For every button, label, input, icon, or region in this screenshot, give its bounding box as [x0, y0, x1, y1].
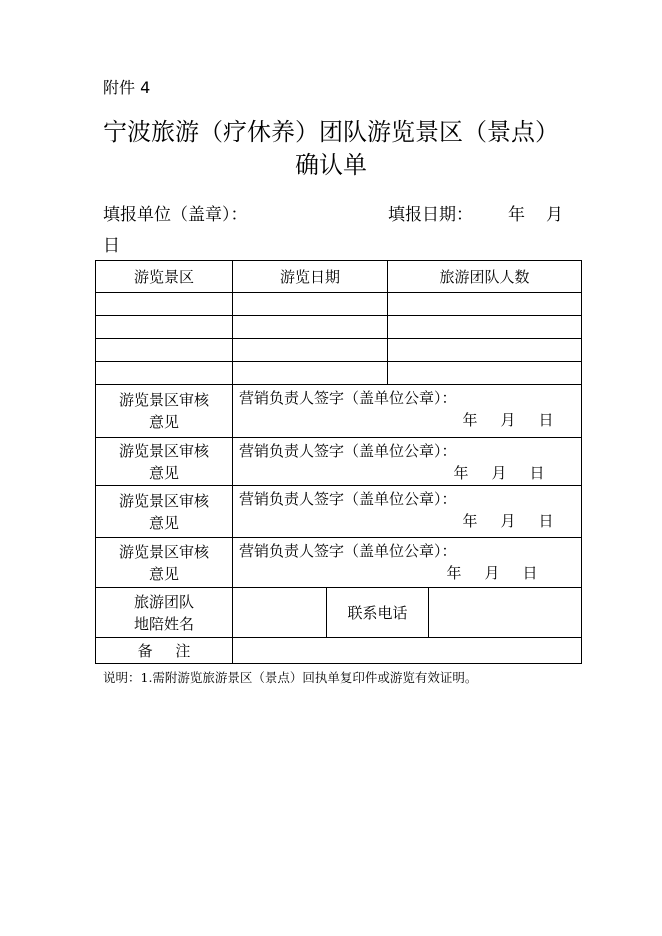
confirmation-table [95, 260, 582, 664]
scenic-spot-cell [96, 339, 233, 362]
date-day: 日 [529, 464, 545, 482]
review-label [96, 538, 233, 588]
group-size-cell [388, 362, 582, 385]
review-label [96, 438, 233, 486]
remarks-row [96, 638, 582, 664]
header-scenic-spot: 游览景区 [96, 261, 233, 293]
table-row [96, 339, 582, 362]
date-day: 日 [522, 564, 538, 582]
fill-date-day: 日 [103, 236, 120, 256]
review-signature-cell [233, 385, 582, 438]
visit-date-cell [233, 293, 388, 316]
attachment-label: 附件 4 [103, 78, 151, 97]
date-year: 年 [462, 411, 478, 429]
guide-label [96, 588, 233, 638]
fill-date-label: 填报日期： [388, 205, 473, 225]
remarks-cell [233, 638, 582, 664]
review-signature-cell [233, 438, 582, 486]
review-label-line1: 游览景区审核 [118, 491, 209, 510]
date-month: 月 [484, 564, 500, 582]
date-day: 日 [538, 512, 554, 530]
review-row [96, 438, 582, 486]
table-row [96, 362, 582, 385]
fill-unit-label: 填报单位（盖章）： [103, 205, 248, 225]
table-row [96, 316, 582, 339]
remarks-label: 备 注 [96, 638, 233, 664]
signature-label: 营销负责人签字（盖单位公章）： [239, 442, 457, 460]
date-day: 日 [538, 411, 554, 429]
document-title: 宁波旅游（疗休养）团队游览景区（景点） [103, 118, 559, 146]
group-size-cell [388, 339, 582, 362]
review-label-line1: 游览景区审核 [118, 391, 209, 409]
visit-date-cell [233, 339, 388, 362]
signature-label: 营销负责人签字（盖单位公章）： [239, 542, 457, 560]
visit-date-cell [233, 362, 388, 385]
phone-label: 联系电话 [327, 588, 429, 638]
table-row [96, 293, 582, 316]
review-label [96, 385, 233, 438]
footnote: 说明：1.需附游览旅游景区（景点）回执单复印件或游览有效证明。 [103, 670, 478, 685]
signature-label: 营销负责人签字（盖单位公章）： [239, 389, 457, 407]
review-label-line1: 游览景区审核 [118, 441, 209, 460]
date-year: 年 [446, 564, 462, 582]
signature-date [442, 462, 556, 484]
review-row [96, 385, 582, 438]
signature-date [451, 409, 565, 431]
scenic-spot-cell [96, 362, 233, 385]
header-group-size: 旅游团队人数 [388, 261, 582, 293]
scenic-spot-cell [96, 293, 233, 316]
fill-date-month: 月 [546, 205, 563, 225]
guide-label-line2: 地陪姓名 [133, 614, 194, 633]
phone-cell [429, 588, 582, 638]
review-label-line1: 游览景区审核 [118, 542, 209, 561]
signature-label: 营销负责人签字（盖单位公章）： [239, 490, 457, 508]
group-size-cell [388, 316, 582, 339]
review-signature-cell [233, 538, 582, 588]
fill-date-year: 年 [508, 205, 525, 225]
date-month: 月 [500, 411, 516, 429]
review-label-line2: 意见 [148, 463, 179, 482]
guide-name-cell [233, 588, 327, 638]
date-month: 月 [491, 464, 507, 482]
guide-row [96, 588, 582, 638]
document-subtitle: 确认单 [295, 151, 367, 179]
signature-date [451, 510, 565, 532]
date-month: 月 [500, 512, 516, 530]
signature-date [435, 562, 549, 584]
scenic-spot-cell [96, 316, 233, 339]
review-signature-cell [233, 486, 582, 538]
guide-label-line1: 旅游团队 [133, 592, 194, 611]
group-size-cell [388, 293, 582, 316]
header-visit-date: 游览日期 [233, 261, 388, 293]
table-header-row [96, 261, 582, 293]
visit-date-cell [233, 316, 388, 339]
date-year: 年 [453, 464, 469, 482]
review-label-line2: 意见 [148, 564, 179, 583]
date-year: 年 [462, 512, 478, 530]
review-row [96, 538, 582, 588]
review-label-line2: 意见 [148, 413, 179, 431]
review-label-line2: 意见 [148, 513, 179, 532]
review-label [96, 486, 233, 538]
review-row [96, 486, 582, 538]
